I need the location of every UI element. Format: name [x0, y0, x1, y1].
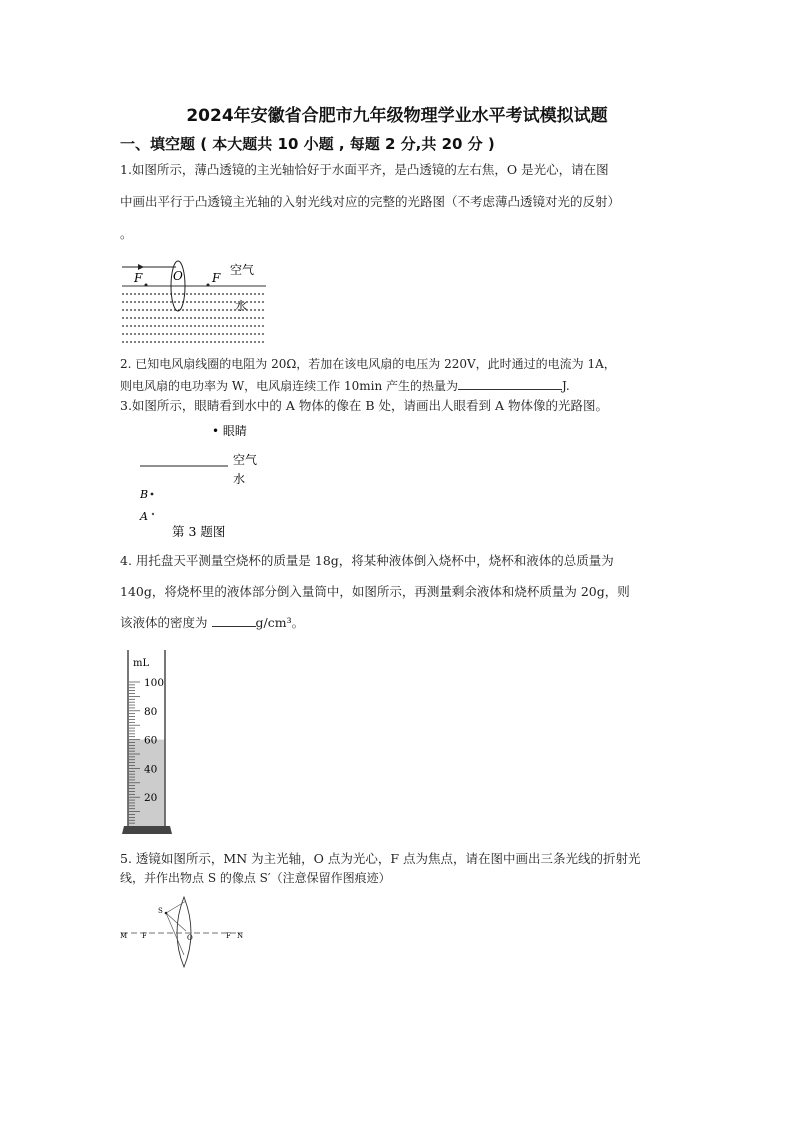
cylinder-tick-label: 60: [144, 734, 158, 747]
q4-line-1: 4. 用托盘天平测量空烧杯的质量是 18g，将某种液体倒入烧杯中，烧杯和液体的总质量为: [120, 553, 614, 568]
q4-line-3-text: 该液体的密度为: [120, 615, 208, 630]
cylinder-base: [122, 826, 172, 834]
ray-s-through-f: [166, 913, 184, 955]
section-heading: 一、填空题 ( 本大题共 10 小题 , 每题 2 分,共 20 分 ): [120, 135, 495, 153]
point-a-label: A: [140, 510, 148, 523]
point-s-label: S: [158, 907, 163, 915]
axis-m-label: M: [120, 932, 128, 940]
point-s-dot: [165, 912, 168, 915]
ray-arrow-icon: [138, 264, 144, 270]
q3-refraction-figure: [136, 420, 276, 542]
optical-center-label: O: [187, 934, 193, 942]
air-label: 空气: [233, 453, 258, 467]
q4-line-3: [120, 614, 680, 630]
q2-answer-blank[interactable]: [458, 377, 562, 390]
figure-caption: 第 3 题图: [172, 524, 226, 539]
q4-answer-blank[interactable]: [212, 614, 256, 627]
ray-s-to-lens-top: [166, 901, 186, 913]
optical-center-label: O: [173, 269, 183, 283]
cylinder-unit-label: mL: [133, 658, 150, 669]
cylinder-tick-label: 100: [144, 677, 165, 689]
focus-right-label: F: [226, 932, 231, 940]
focus-left-label: F: [134, 271, 143, 285]
cylinder-tick-label: 20: [144, 792, 158, 805]
axis-n-label: N: [237, 932, 244, 940]
q1-line-2: 中画出平行于凸透镜主光轴的入射光线对应的完整的光路图（不考虑薄凸透镜对光的反射）: [120, 194, 621, 209]
convex-lens: [177, 897, 191, 967]
point-a-dot: [152, 513, 154, 515]
page-title: 2024年安徽省合肥市九年级物理学业水平考试模拟试题: [186, 106, 608, 126]
q1-line-3: 。: [120, 226, 133, 241]
q1-line-1: 1.如图所示，薄凸透镜的主光轴恰好于水面平齐，是凸透镜的左右焦，O 是光心，请在图: [120, 162, 609, 177]
water-label: 水: [235, 299, 248, 313]
graduated-cylinder-figure: [120, 648, 180, 838]
water-label: 水: [233, 472, 246, 486]
q2-unit: J.: [562, 379, 570, 393]
eye-label: • 眼睛: [212, 424, 247, 438]
ray-s-through-o: [166, 913, 186, 931]
q1-lens-figure: [118, 258, 268, 348]
q4-unit: g/cm³。: [255, 615, 305, 630]
q5-line-1: 5. 透镜如图所示，MN 为主光轴，O 点为光心，F 点为焦点，请在图中画出三条光线的折射光: [120, 851, 641, 866]
focus-left-label: F: [142, 932, 147, 940]
q2-line-1: 2. 已知电风扇线圈的电阻为 20Ω，若加在该电风扇的电压为 220V，此时通过的电流为 1A，: [120, 357, 616, 371]
focus-right-label: F: [212, 271, 221, 285]
q2-line-2: [120, 377, 680, 394]
cylinder-tick-label: 80: [144, 705, 158, 718]
water-surface-hatching: [122, 286, 266, 342]
point-b-label: B: [140, 488, 149, 501]
q2-line-2-text: 则电风扇的电功率为 W，电风扇连续工作 10min 产生的热量为: [120, 379, 458, 393]
q5-line-2: 线，并作出物点 S 的像点 S′（注意保留作图痕迹）: [120, 871, 391, 885]
q3-line-1: 3.如图所示，眼睛看到水中的 A 物体的像在 B 处，请画出人眼看到 A 物体像的光路图。: [120, 398, 609, 413]
q4-line-2: 140g，将烧杯里的液体部分倒入量筒中，如图所示，再测量剩余液体和烧杯质量为 20g，则: [120, 584, 630, 599]
cylinder-tick-label: 40: [144, 763, 158, 776]
air-label: 空气: [230, 263, 255, 277]
focus-left-dot: [145, 284, 148, 287]
q5-lens-figure: [118, 895, 253, 970]
focus-right-dot: [207, 284, 210, 287]
point-b-dot: [151, 493, 154, 496]
